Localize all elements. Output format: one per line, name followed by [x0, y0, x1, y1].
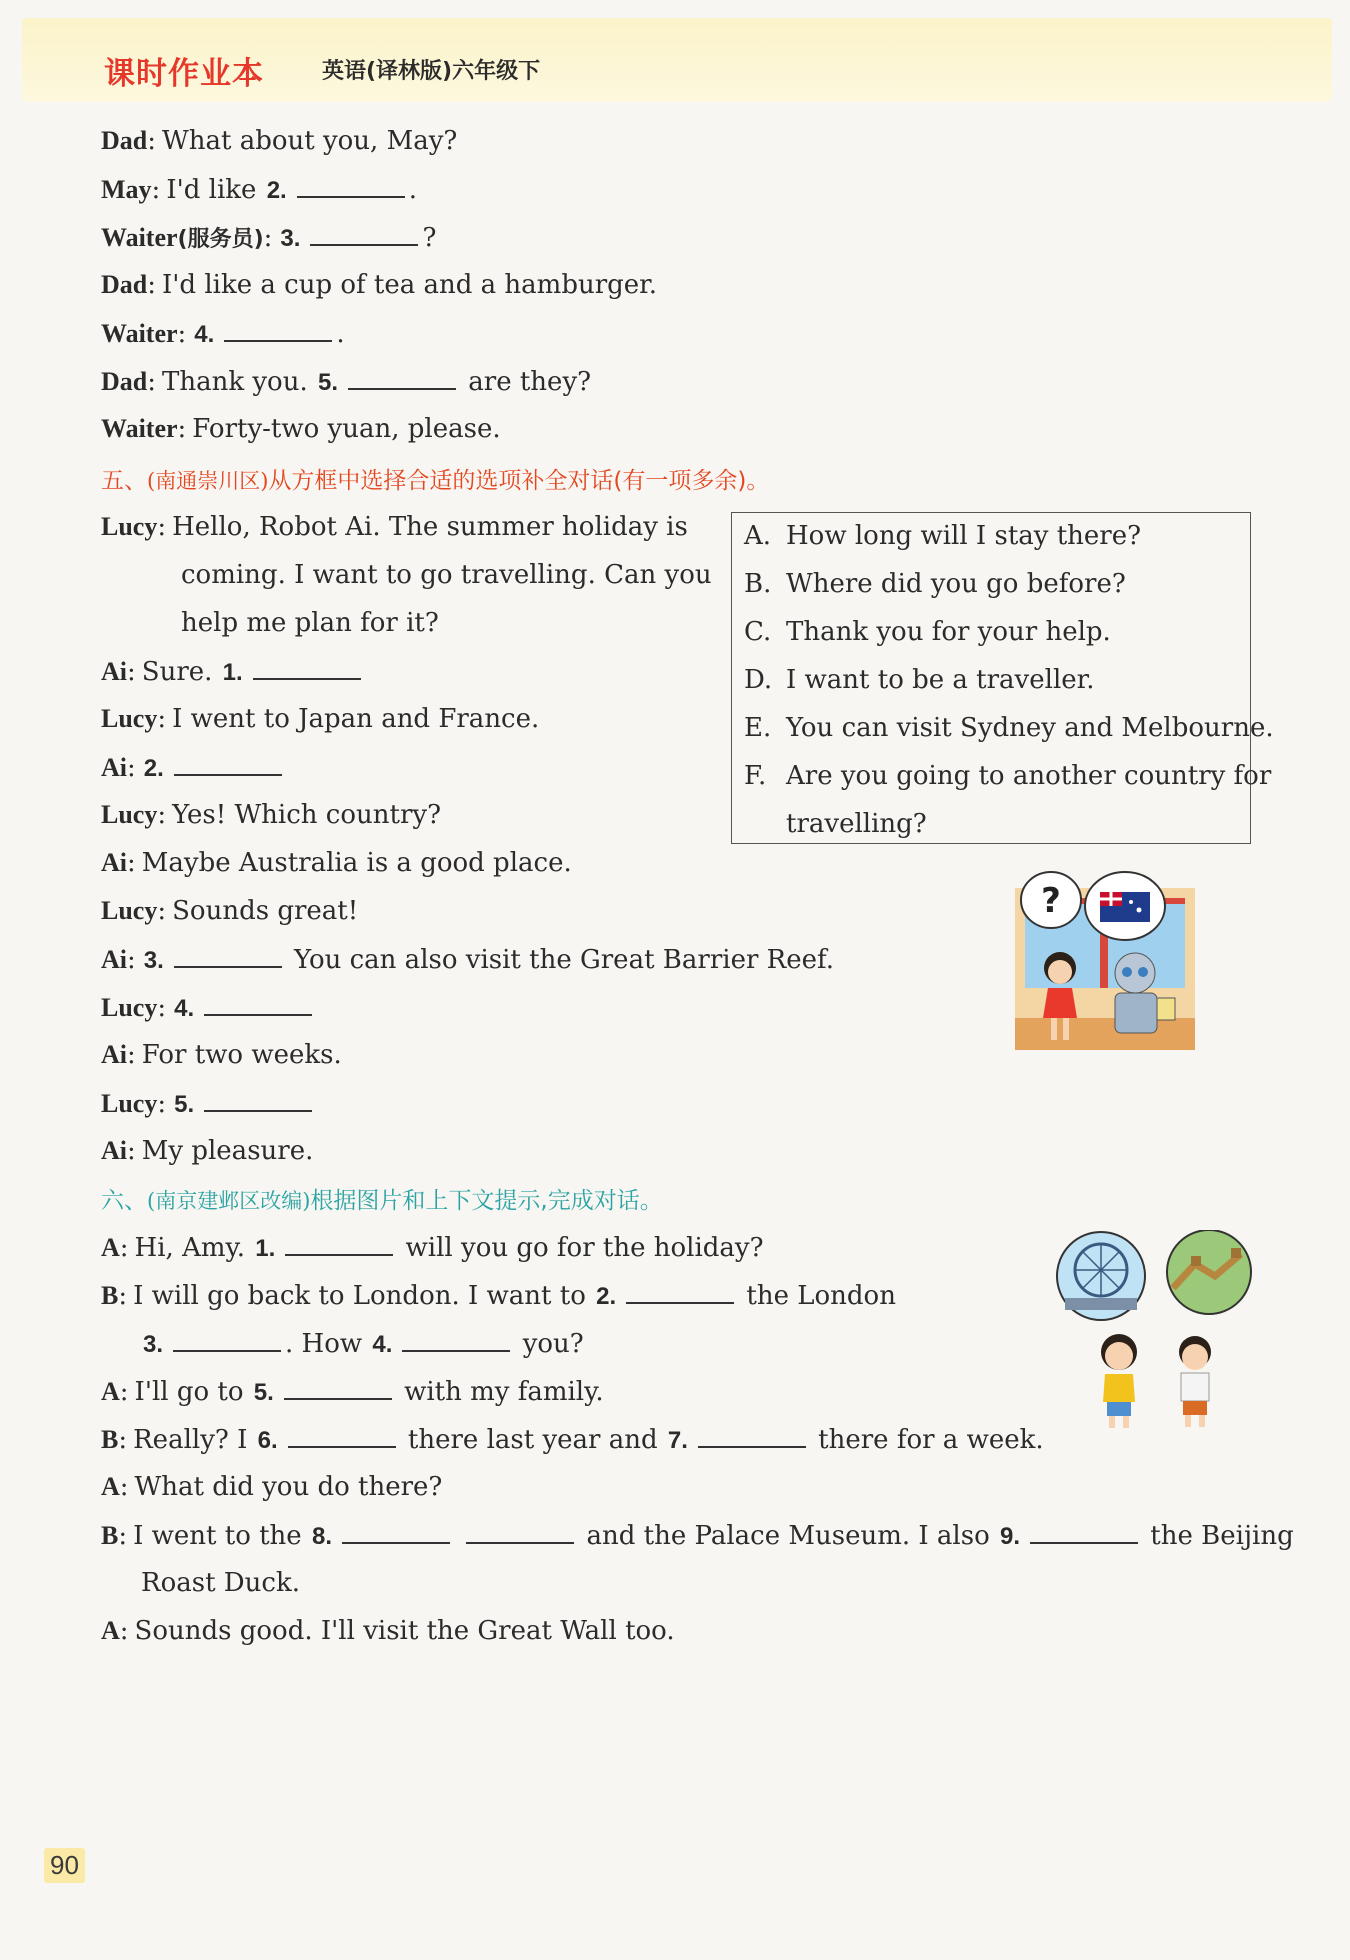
dialogue-line: Lucy: 5. — [101, 1086, 316, 1122]
answer-blank[interactable] — [174, 750, 282, 776]
speaker: Lucy — [101, 993, 158, 1022]
blank-number: 1. — [255, 1235, 276, 1262]
option-d — [744, 663, 1094, 697]
dialogue-line: Lucy: Yes! Which country? — [101, 800, 442, 830]
speaker: Ai — [101, 1040, 127, 1069]
line-text: For two weeks. — [141, 1040, 342, 1070]
line-text: I'd like a cup of tea and a hamburger. — [162, 270, 658, 300]
speaker: B — [101, 1521, 119, 1550]
book-title: 课时作业本 — [104, 56, 264, 92]
dialogue-line: A: I'll go to 5. with my family. — [101, 1374, 604, 1410]
section-6-heading — [101, 1182, 663, 1215]
blank-number: 9. — [1000, 1523, 1021, 1550]
dialogue-line: B: I went to the 8. and the Palace Museum. I also 9. the Beijing — [101, 1518, 1294, 1554]
line-text: Hello, Robot Ai. The summer holiday is — [172, 512, 688, 542]
section-number: 五、 — [101, 468, 147, 494]
speaker: Lucy — [101, 1089, 158, 1118]
line-text: and the Palace Museum. I also — [586, 1521, 990, 1551]
dialogue-line: Ai: For two weeks. — [101, 1040, 342, 1070]
speaker: Dad — [101, 126, 148, 155]
answer-blank[interactable] — [253, 654, 361, 680]
option-text: How long will I stay there? — [786, 521, 1142, 551]
option-c — [744, 615, 1111, 649]
dialogue-line: Waiter: 4. . — [101, 316, 345, 352]
dialogue-line: Lucy: Sounds great! — [101, 896, 359, 926]
speaker: Waiter — [101, 319, 178, 348]
line-text: the London — [746, 1281, 896, 1311]
page-header — [22, 18, 1332, 102]
dialogue-line: Lucy: I went to Japan and France. — [101, 704, 540, 734]
section-source: (南京建邺区改编) — [147, 1189, 311, 1213]
answer-blank[interactable] — [204, 990, 312, 1016]
section-instruction: 从方框中选择合适的选项补全对话(有一项多余)。 — [268, 468, 770, 494]
line-text: What about you, May? — [162, 126, 458, 156]
speaker-cn: (服务员) — [177, 227, 264, 252]
speaker: A — [101, 1616, 120, 1645]
line-text: will you go for the holiday? — [405, 1233, 764, 1263]
speaker: Ai — [101, 848, 127, 877]
answer-blank[interactable] — [466, 1518, 574, 1544]
line-text: I went to the — [133, 1521, 302, 1551]
blank-number: 3. — [143, 947, 164, 974]
speaker: Ai — [101, 753, 127, 782]
line-text: Yes! Which country? — [172, 800, 442, 830]
blank-number: 8. — [311, 1523, 332, 1550]
section-5-heading — [101, 462, 769, 495]
dialogue-line: Lucy: 4. — [101, 990, 316, 1026]
option-b — [744, 567, 1126, 601]
dialogue-line: Dad: Thank you. 5. are they? — [101, 364, 591, 400]
dialogue-line: Waiter(服务员): 3. ? — [101, 220, 436, 257]
answer-blank[interactable] — [173, 1326, 281, 1352]
blank-number: 4. — [372, 1331, 393, 1358]
question-mark: ? — [1041, 881, 1061, 921]
option-text: travelling? — [786, 809, 927, 839]
dialogue-line: B: Really? I 6. there last year and 7. there for a week. — [101, 1422, 1044, 1458]
answer-blank[interactable] — [224, 316, 332, 342]
answer-blank[interactable] — [342, 1518, 450, 1544]
line-text: I'd like — [166, 175, 257, 205]
speaker: May — [101, 175, 152, 204]
options-box — [731, 512, 1274, 844]
speaker: A — [101, 1377, 120, 1406]
line-text: I went to Japan and France. — [172, 704, 540, 734]
dialogue-line: Dad: I'd like a cup of tea and a hamburger. — [101, 270, 658, 300]
line-text: I'll go to — [134, 1377, 244, 1407]
dialogue-line: Ai: Sure. 1. — [101, 654, 365, 690]
speaker: B — [101, 1425, 119, 1454]
answer-blank[interactable] — [288, 1422, 396, 1448]
answer-blank[interactable] — [204, 1086, 312, 1112]
option-f-cont — [744, 807, 927, 841]
option-text: You can visit Sydney and Melbourne. — [786, 713, 1274, 743]
speaker: Dad — [101, 367, 148, 396]
option-letter: C. — [744, 617, 772, 647]
blank-number: 2. — [143, 755, 164, 782]
speaker: A — [101, 1472, 120, 1501]
answer-blank[interactable] — [698, 1422, 806, 1448]
dialogue-line: Ai: Maybe Australia is a good place. — [101, 848, 572, 878]
dialogue-line — [141, 1566, 300, 1600]
option-a — [744, 519, 1141, 553]
dialogue-line: Lucy: Hello, Robot Ai. The summer holiday is — [101, 512, 688, 542]
option-text: Are you going to another country for — [786, 761, 1272, 791]
line-text: . — [408, 175, 417, 205]
option-e — [744, 711, 1274, 745]
answer-blank[interactable] — [402, 1326, 510, 1352]
blank-number: 5. — [318, 369, 339, 396]
dialogue-line: Ai: 2. — [101, 750, 286, 786]
speaker: Lucy — [101, 800, 158, 829]
speaker: Waiter — [101, 414, 178, 443]
speaker: Lucy — [101, 512, 158, 541]
answer-blank[interactable] — [626, 1278, 734, 1304]
line-text: . — [336, 319, 345, 349]
answer-blank[interactable] — [284, 1374, 392, 1400]
blank-number: 2. — [266, 177, 287, 204]
speaker: Lucy — [101, 704, 158, 733]
blank-number: 2. — [596, 1283, 617, 1310]
blank-number: 4. — [174, 995, 195, 1022]
dialogue-line: B: I will go back to London. I want to 2. the London — [101, 1278, 896, 1314]
blank-number: 3. — [280, 225, 301, 252]
speaker: Ai — [101, 1136, 127, 1165]
line-text: with my family. — [404, 1377, 604, 1407]
option-letter: D. — [744, 665, 773, 695]
dialogue-line: May: I'd like 2. . — [101, 172, 417, 208]
section-source: (南通崇川区) — [147, 469, 269, 493]
answer-blank[interactable] — [1030, 1518, 1138, 1544]
option-f — [744, 759, 1271, 793]
section-number: 六、 — [101, 1188, 147, 1214]
speaker: A — [101, 1233, 120, 1262]
line-text: Hi, Amy. — [134, 1233, 245, 1263]
dialogue-line: Ai: My pleasure. — [101, 1136, 314, 1166]
kids-landmarks-illustration — [1055, 1230, 1260, 1430]
dialogue-line: Waiter: Forty-two yuan, please. — [101, 414, 501, 444]
dialogue-line: Dad: What about you, May? — [101, 126, 458, 156]
line-text: there for a week. — [818, 1425, 1044, 1455]
line-text: Roast Duck. — [141, 1568, 300, 1598]
blank-number: 5. — [174, 1091, 195, 1118]
blank-number: 3. — [143, 1331, 164, 1358]
line-text: you? — [522, 1329, 584, 1359]
answer-blank[interactable] — [310, 220, 418, 246]
option-text: Where did you go before? — [786, 569, 1126, 599]
line-text: Maybe Australia is a good place. — [141, 848, 572, 878]
line-text: coming. I want to go travelling. Can you — [181, 560, 712, 590]
section-instruction: 根据图片和上下文提示,完成对话。 — [310, 1188, 663, 1214]
line-text: My pleasure. — [141, 1136, 314, 1166]
speaker: Ai — [101, 945, 127, 974]
blank-number: 6. — [257, 1427, 278, 1454]
speaker: Ai — [101, 657, 127, 686]
option-letter: E. — [744, 713, 772, 743]
answer-blank[interactable] — [297, 172, 405, 198]
line-text: the Beijing — [1150, 1521, 1294, 1551]
speaker: Waiter — [101, 223, 178, 252]
lucy-robot-illustration — [1015, 868, 1195, 1050]
line-text: What did you do there? — [134, 1472, 443, 1502]
option-text: I want to be a traveller. — [786, 665, 1095, 695]
dialogue-line — [141, 1326, 584, 1362]
speaker: Lucy — [101, 896, 158, 925]
line-text: ? — [422, 223, 437, 253]
option-letter: F. — [744, 761, 767, 791]
dialogue-line: A: Hi, Amy. 1. will you go for the holiday? — [101, 1230, 764, 1266]
line-text: are they? — [468, 367, 592, 397]
speaker: Dad — [101, 270, 148, 299]
line-text: . How — [285, 1329, 363, 1359]
blank-number: 5. — [253, 1379, 274, 1406]
blank-number: 4. — [194, 321, 215, 348]
dialogue-line — [181, 606, 439, 640]
option-text: Thank you for your help. — [786, 617, 1111, 647]
answer-blank[interactable] — [348, 364, 456, 390]
dialogue-line: A: What did you do there? — [101, 1472, 443, 1502]
dialogue-line: A: Sounds good. I'll visit the Great Wall too. — [101, 1616, 675, 1646]
page-number: 90 — [44, 1848, 85, 1883]
blank-number: 1. — [222, 659, 243, 686]
dialogue-line: Ai: 3. You can also visit the Great Barrier Reef. — [101, 942, 834, 978]
line-text: Really? I — [133, 1425, 248, 1455]
line-text: Forty-two yuan, please. — [192, 414, 501, 444]
blank-number: 7. — [667, 1427, 688, 1454]
line-text: help me plan for it? — [181, 608, 439, 638]
answer-blank[interactable] — [285, 1230, 393, 1256]
line-text: Thank you. — [162, 367, 308, 397]
option-letter: B. — [744, 569, 772, 599]
line-text: Sounds great! — [172, 896, 359, 926]
line-text: Sure. — [141, 657, 213, 687]
answer-blank[interactable] — [174, 942, 282, 968]
line-text: Sounds good. I'll visit the Great Wall too. — [134, 1616, 675, 1646]
line-text: there last year and — [407, 1425, 658, 1455]
line-text: You can also visit the Great Barrier Reef. — [294, 945, 834, 975]
book-subtitle: 英语(译林版)六年级下 — [322, 59, 541, 84]
line-text: I will go back to London. I want to — [133, 1281, 586, 1311]
speaker: B — [101, 1281, 119, 1310]
option-letter: A. — [744, 521, 772, 551]
dialogue-line — [181, 558, 712, 592]
